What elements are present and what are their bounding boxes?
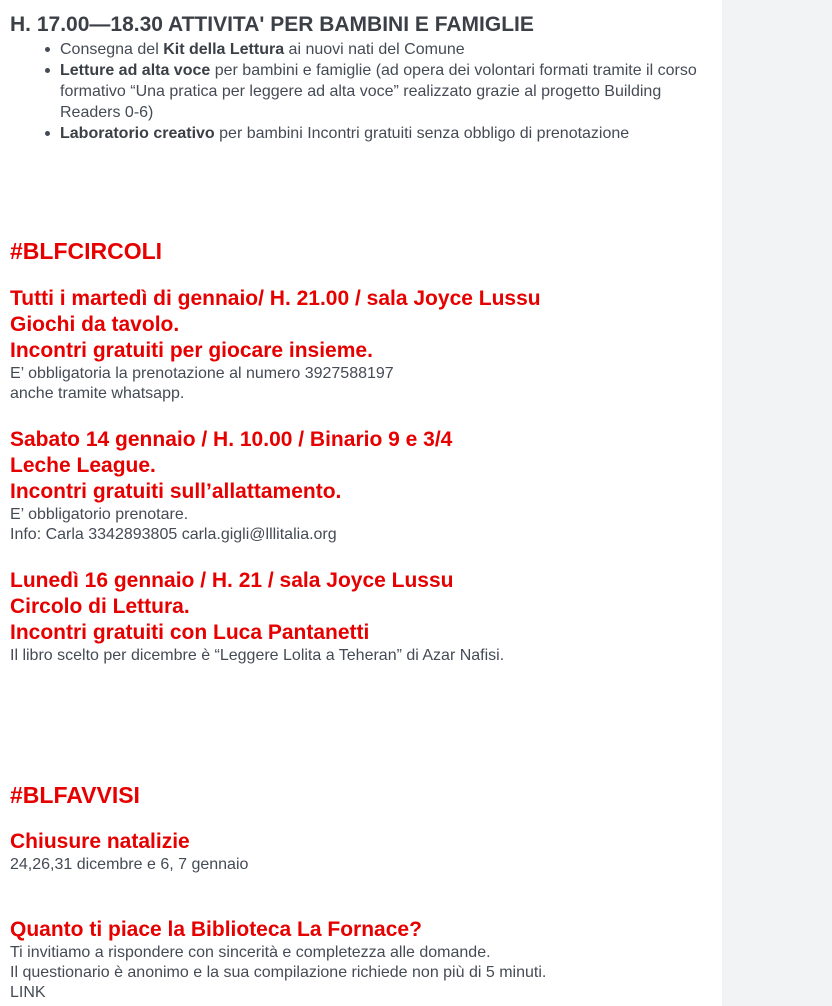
event-note: Info: Carla 3342893805 carla.gigli@lllitalia.org bbox=[10, 526, 337, 543]
item-bold: Letture ad alta voce bbox=[60, 62, 211, 79]
survey-block bbox=[10, 917, 546, 1003]
activities-heading: H. 17.00—18.30 ATTIVITA' PER BAMBINI E FAMIGLIE bbox=[10, 13, 534, 36]
survey-link[interactable]: LINK bbox=[10, 984, 46, 1001]
event-note: E’ obbligatorio prenotare. bbox=[10, 506, 189, 523]
item-text: per bambini Incontri gratuiti senza obbligo di prenotazione bbox=[214, 125, 630, 142]
event-note: E’ obbligatoria la prenotazione al numero 3927588197 bbox=[10, 365, 394, 382]
event-block bbox=[10, 427, 452, 545]
circoli-tag: #BLFCIRCOLI bbox=[10, 238, 163, 264]
event-block bbox=[10, 568, 504, 666]
event-subtitle: Incontri gratuiti sull’allattamento. bbox=[10, 480, 342, 503]
event-name: Giochi da tavolo. bbox=[10, 313, 180, 336]
list-item bbox=[60, 39, 710, 60]
sidebar-panel bbox=[722, 0, 832, 1006]
survey-title: Quanto ti piace la Biblioteca La Fornace? bbox=[10, 918, 422, 941]
event-note: anche tramite whatsapp. bbox=[10, 385, 185, 402]
closures-text: 24,26,31 dicembre e 6, 7 gennaio bbox=[10, 856, 249, 873]
avvisi-tag: #BLFAVVISI bbox=[10, 782, 140, 808]
item-text: ai nuovi nati del Comune bbox=[284, 41, 465, 58]
closures-title: Chiusure natalizie bbox=[10, 830, 190, 853]
event-subtitle: Incontri gratuiti con Luca Pantanetti bbox=[10, 621, 370, 644]
list-item bbox=[60, 123, 710, 144]
survey-text: Il questionario è anonimo e la sua compilazione richiede non più di 5 minuti. bbox=[10, 964, 547, 981]
item-bold: Kit della Lettura bbox=[163, 41, 285, 58]
event-name: Leche League. bbox=[10, 454, 156, 477]
item-text: per bambini e famiglie (ad opera dei volontari formati tramite il corso formativo “Una pratica per leggere ad alta voce” realizzato grazie al progetto Building Readers 0-6) bbox=[60, 62, 697, 121]
closures-block bbox=[10, 829, 248, 875]
list-item bbox=[60, 60, 710, 123]
survey-text: Ti invitiamo a rispondere con sincerità e completezza alle domande. bbox=[10, 944, 491, 961]
activities-list bbox=[10, 39, 710, 144]
event-subtitle: Incontri gratuiti per giocare insieme. bbox=[10, 339, 373, 362]
event-date: Sabato 14 gennaio / H. 10.00 / Binario 9 e 3/4 bbox=[10, 428, 453, 451]
item-text: Consegna del bbox=[60, 41, 164, 58]
item-bold: Laboratorio creativo bbox=[60, 125, 215, 142]
event-date: Lunedì 16 gennaio / H. 21 / sala Joyce Lussu bbox=[10, 569, 454, 592]
event-name: Circolo di Lettura. bbox=[10, 595, 190, 618]
event-block bbox=[10, 286, 541, 404]
event-note: Il libro scelto per dicembre è “Leggere Lolita a Teheran” di Azar Nafisi. bbox=[10, 647, 505, 664]
event-date: Tutti i martedì di gennaio/ H. 21.00 / sala Joyce Lussu bbox=[10, 287, 541, 310]
